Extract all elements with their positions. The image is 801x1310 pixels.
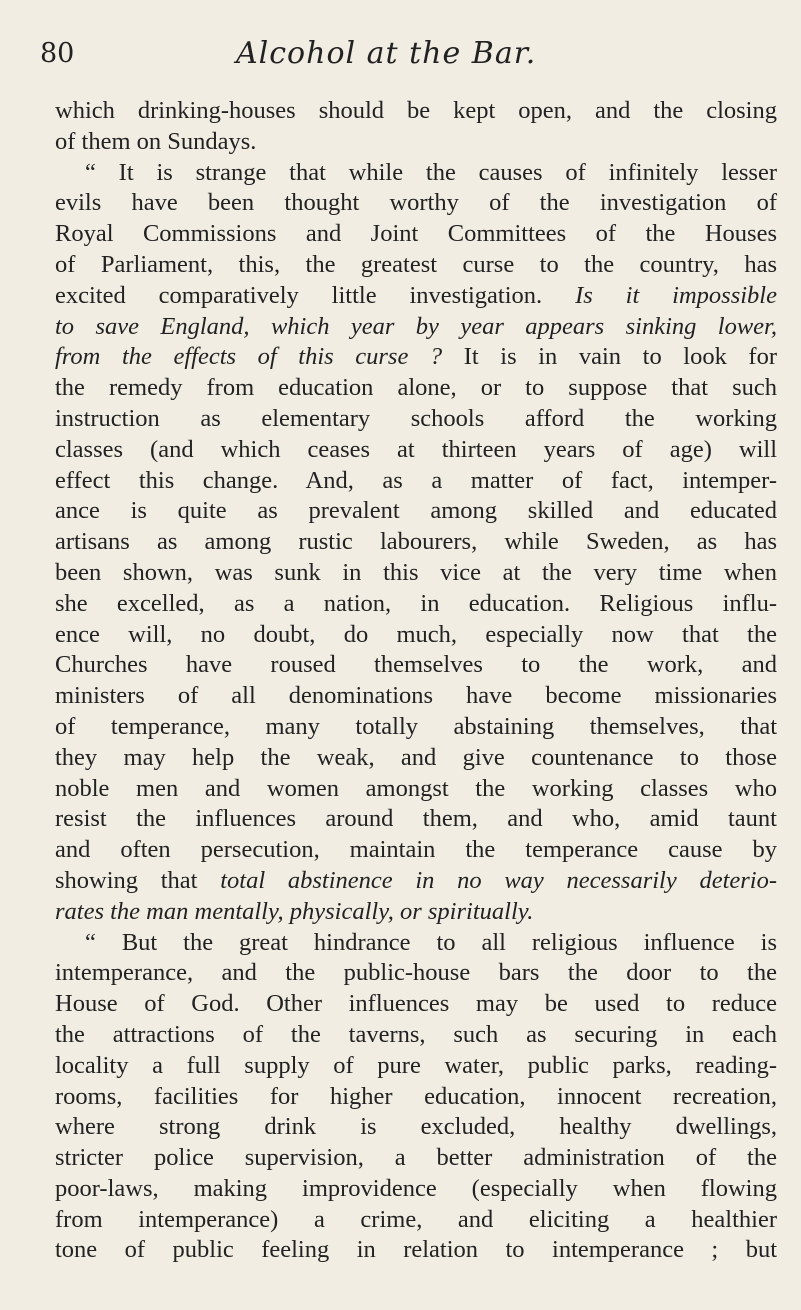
text-run: rooms, facilities for higher education, innocent recreation,: [55, 1082, 777, 1110]
text-line: [55, 219, 777, 250]
text-line: [55, 1082, 777, 1113]
text-line: [55, 188, 777, 219]
text-line: [55, 281, 777, 312]
text-run: classes (and which ceases at thirteen years of age) will: [55, 435, 777, 463]
text-run: ministers of all denominations have become missionaries: [55, 682, 777, 710]
text-line: [55, 650, 777, 681]
text-run: poor-laws, making improvidence (especially when flowing: [55, 1174, 777, 1202]
text-line: [55, 928, 777, 959]
text-line: [55, 866, 777, 897]
text-run: of Parliament, this, the greatest curse to the country, has: [55, 250, 777, 278]
text-run: tone of public feeling in relation to intemperance ; but: [55, 1236, 777, 1264]
text-line: [55, 527, 777, 558]
text-run: Royal Commissions and Joint Committees of the Houses: [55, 220, 777, 248]
text-line: [55, 1174, 777, 1205]
text-run: House of God. Other influences may be used to reduce: [55, 990, 777, 1018]
italic-text: to save England, which year by year appears sinking lower,: [55, 312, 777, 340]
text-run: been shown, was sunk in this vice at the very time when: [55, 558, 777, 586]
text-run: noble men and women amongst the working classes who: [55, 774, 777, 802]
text-run: resist the influences around them, and who, amid taunt: [55, 805, 777, 833]
text-run: ance is quite as prevalent among skilled and educated: [55, 497, 777, 525]
text-line: [55, 373, 777, 404]
text-line: [55, 1205, 777, 1236]
text-run: the remedy from education alone, or to suppose that such: [55, 374, 777, 402]
text-line: [55, 312, 777, 343]
text-line: [55, 1235, 777, 1266]
text-line: [55, 342, 777, 373]
text-run: It is in vain to look for: [442, 343, 777, 371]
text-line: [55, 1112, 777, 1143]
italic-text: Is it impossible: [575, 281, 777, 309]
text-line: [55, 1143, 777, 1174]
text-run: “ But the great hindrance to all religious influence is: [85, 928, 777, 956]
text-run: excited comparatively little investigation.: [55, 281, 576, 309]
text-run: where strong drink is excluded, healthy dwellings,: [55, 1113, 777, 1141]
text-line: [55, 496, 777, 527]
italic-text: rates the man mentally, physically, or spiritually.: [55, 897, 534, 925]
italic-text: total abstinence in no way necessarily deterio-: [220, 866, 778, 894]
text-line: [55, 835, 777, 866]
text-line: [55, 404, 777, 435]
text-line: [55, 435, 777, 466]
text-line: [55, 743, 777, 774]
text-run: from intemperance) a crime, and eliciting a healthier: [55, 1205, 777, 1233]
text-run: instruction as elementary schools afford the working: [55, 404, 777, 432]
text-line: [55, 1051, 777, 1082]
text-run: which drinking-houses should be kept open, and the closing: [55, 97, 777, 124]
text-line: [55, 250, 777, 281]
text-run: evils have been thought worthy of the investigation of: [55, 189, 777, 217]
text-line: [55, 774, 777, 805]
text-line: [55, 466, 777, 497]
text-line: [55, 589, 777, 620]
text-line: [55, 96, 777, 127]
text-line: [55, 127, 777, 158]
text-line: [55, 158, 777, 189]
body-text: [55, 96, 777, 1266]
text-run: locality a full supply of pure water, public parks, reading-: [55, 1051, 777, 1079]
text-run: of temperance, many totally abstaining themselves, that: [55, 712, 777, 740]
text-line: [55, 958, 777, 989]
text-run: they may help the weak, and give countenance to those: [55, 743, 777, 771]
text-line: [55, 989, 777, 1020]
text-line: [55, 712, 777, 743]
text-line: [55, 897, 777, 928]
text-line: [55, 558, 777, 589]
text-line: [55, 1020, 777, 1051]
page-number: 80: [40, 38, 75, 69]
text-run: stricter police supervision, a better administration of the: [55, 1144, 777, 1172]
text-run: and often persecution, maintain the temperance cause by: [55, 836, 777, 864]
text-run: of them on Sundays.: [55, 127, 257, 155]
text-line: [55, 804, 777, 835]
text-run: Churches have roused themselves to the work, and: [55, 651, 777, 679]
text-run: effect this change. And, as a matter of fact, intemper-: [55, 466, 777, 494]
text-run: artisans as among rustic labourers, while Sweden, as has: [55, 528, 777, 556]
text-run: intemperance, and the public-house bars the door to the: [55, 959, 777, 987]
text-run: ence will, no doubt, do much, especially now that the: [55, 620, 777, 648]
text-line: [55, 620, 777, 651]
text-run: she excelled, as a nation, in education. Religious influ-: [55, 589, 777, 617]
italic-text: from the effects of this curse ?: [55, 343, 443, 371]
text-run: the attractions of the taverns, such as securing in each: [55, 1020, 777, 1048]
running-title: Alcohol at the Bar.: [236, 36, 537, 71]
text-run: “ It is strange that while the causes of infinitely lesser: [85, 158, 777, 186]
text-line: [55, 681, 777, 712]
text-run: showing that: [55, 866, 221, 894]
